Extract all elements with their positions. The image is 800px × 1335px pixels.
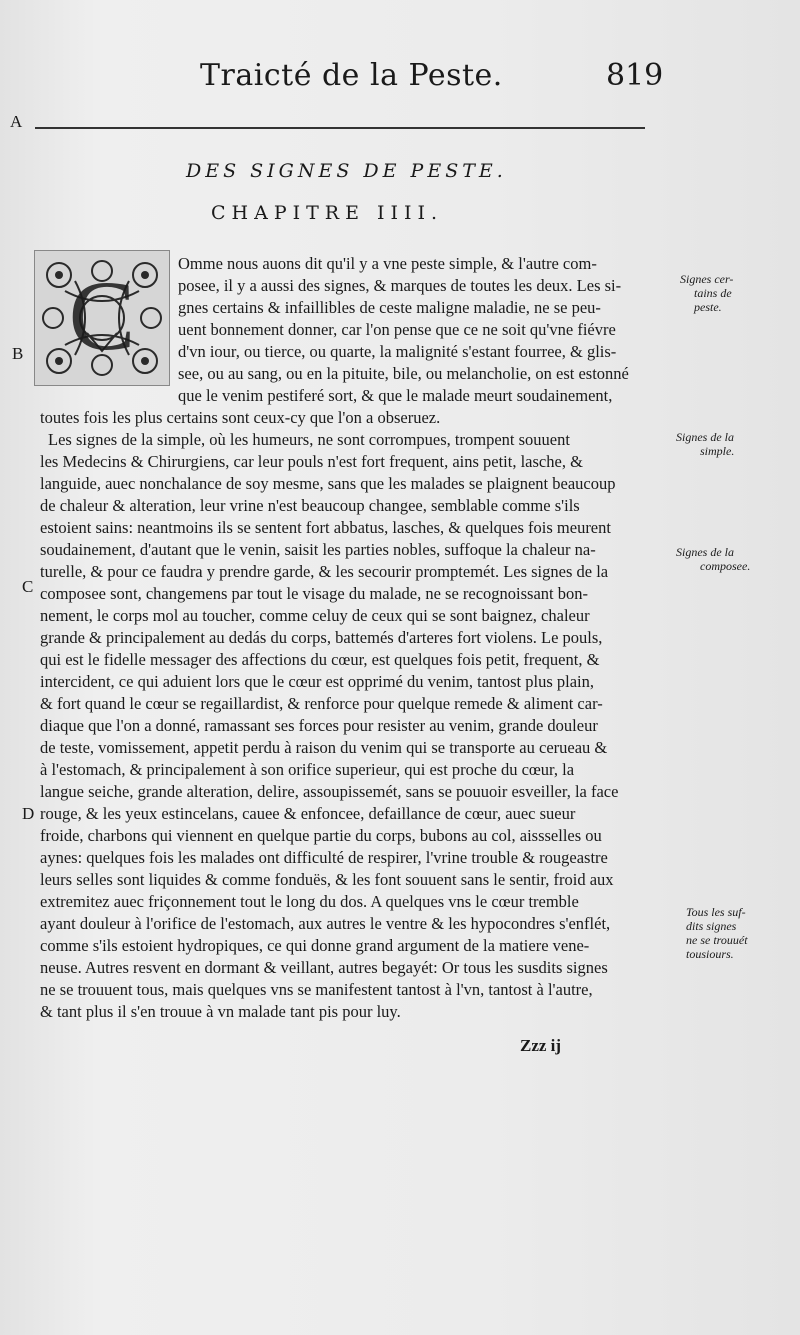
body-line: que le venim pestiferé sort, & que le malade meurt soudainement, — [178, 386, 613, 405]
body-line: rouge, & les yeux estincelans, cauee & enfoncee, defaillance de cœur, auec sueur — [40, 804, 576, 823]
section-letter-a: A — [10, 112, 23, 131]
dropcap-letter: C — [68, 260, 136, 371]
body-line: ne se trouuent tous, mais quelques vns se manifestent tantost à l'vn, tantost à l'autre, — [40, 980, 593, 999]
body-line: d'vn iour, ou tierce, ou quarte, la malignité s'estant fourree, & glis- — [178, 342, 617, 361]
body-line: qui est le fidelle messager des affections du cœur, est quelques fois petit, frequent, & — [40, 650, 600, 669]
header-rule — [35, 127, 645, 129]
body-line: grande & principalement au dedás du corps, battemés d'arteres fort violens. Le pouls, — [40, 628, 603, 647]
section-letter-c: C — [22, 577, 34, 596]
body-line: toutes fois les plus certains sont ceux-cy que l'on a obseruez. — [40, 408, 441, 427]
body-line: languide, auec nonchalance de soy mesme, sans que les malades se plaignent beaucoup — [40, 474, 616, 493]
body-line: estoient sains: neantmoins ils se sentent fort abbatus, lasches, & quelques fois meurent — [40, 518, 611, 537]
body-line: posee, il y a aussi des signes, & marques de toutes les deux. Les si- — [178, 276, 622, 295]
running-title: Traicté de la Peste. — [200, 58, 503, 93]
catchword: Zzz ij — [520, 1036, 562, 1055]
section-letter-b: B — [12, 344, 24, 363]
body-line: diaque que l'on a donné, ramassant ses forces pour resister au venim, grande douleur — [40, 716, 598, 735]
body-line: de chaleur & alteration, leur vrine n'est beaucoup changee, semblable comme s'ils — [40, 496, 580, 515]
body-line: langue seiche, grande alteration, delire, assoupissemét, sans se pouuoir esveiller, la face — [40, 782, 619, 801]
body-line: ayant douleur à l'orifice de l'estomach, aux autres le ventre & les hypocondres s'enflét, — [40, 914, 611, 933]
body-line: uent bonnement donner, car l'on pense que ce ne soit qu'vne fiévre — [178, 320, 616, 339]
body-line: composee sont, changemens par tout le visage du malade, ne se recognoissant bon- — [40, 584, 589, 603]
body-line: de teste, vomissement, appetit perdu à raison du venim qui se transporte au cerueau & — [40, 738, 608, 757]
body-line: Les signes de la simple, où les humeurs, ne sont corrompues, trompent souuent — [48, 430, 570, 449]
margin-note-signes-certains: Signes cer- tains de peste. — [680, 272, 734, 314]
body-line: & tant plus il s'en trouue à vn malade tant pis pour luy. — [40, 1002, 401, 1021]
body-line: aynes: quelques fois les malades ont difficulté de respirer, l'vrine trouble & rougeastre — [40, 848, 608, 867]
section-letter-d: D — [22, 804, 35, 823]
body-line: soudainement, d'autant que le venin, saisit les parties nobles, suffoque la chaleur na- — [40, 540, 596, 559]
body-line: Omme nous auons dit qu'il y a vne peste simple, & l'autre com- — [178, 254, 597, 273]
body-line: comme s'ils estoient hydropiques, ce qui donne grand argument de la matiere vene- — [40, 936, 590, 955]
body-line: neuse. Autres resvent en dormant & veillant, autres begayét: Or tous les susdits signes — [40, 958, 608, 977]
section-heading: DES SIGNES DE PESTE. — [186, 160, 507, 182]
margin-note-signes-composee: Signes de la composee. — [676, 545, 751, 573]
decorated-initial-c — [34, 250, 170, 386]
margin-note-tous-signes: Tous les suf- dits signes ne se trouuét tousiours. — [686, 905, 748, 961]
body-line: leurs selles sont liquides & comme fonduës, & les font souuent sans le sentir, froid aux — [40, 870, 614, 889]
body-line: intercident, ce qui aduient lors que le cœur est opprimé du venim, tantost plus plain, — [40, 672, 594, 691]
body-line: extremitez auec friçonnement tout le long du dos. A quelques vns le cœur tremble — [40, 892, 579, 911]
chapter-heading: CHAPITRE IIII. — [211, 202, 444, 224]
body-line: à l'estomach, & principalement à son orifice superieur, qui est proche du cœur, la — [40, 760, 575, 779]
margin-note-signes-simple: Signes de la simple. — [676, 430, 735, 458]
body-line: turelle, & pour ce faudra y prendre garde, & les secourir promptemét. Les signes de la — [40, 562, 609, 581]
floral-ornament-icon — [35, 251, 169, 385]
body-line: & fort quand le cœur se regaillardist, & renforce pour quelque remede & aliment car- — [40, 694, 603, 713]
body-line: see, ou au sang, ou en la pituite, bile, ou melancholie, on est estonné — [178, 364, 629, 383]
body-line: froide, charbons qui viennent en quelque partie du corps, bubons au col, aissselles ou — [40, 826, 602, 845]
body-line: nement, le corps mol au toucher, comme celuy de ceux qui se sont baignez, chaleur — [40, 606, 590, 625]
body-line: les Medecins & Chirurgiens, car leur pouls n'est fort frequent, ains petit, lasche, & — [40, 452, 583, 471]
body-line: gnes certains & infaillibles de ceste maligne maladie, ne se peu- — [178, 298, 601, 317]
page-number: 819 — [606, 58, 664, 93]
